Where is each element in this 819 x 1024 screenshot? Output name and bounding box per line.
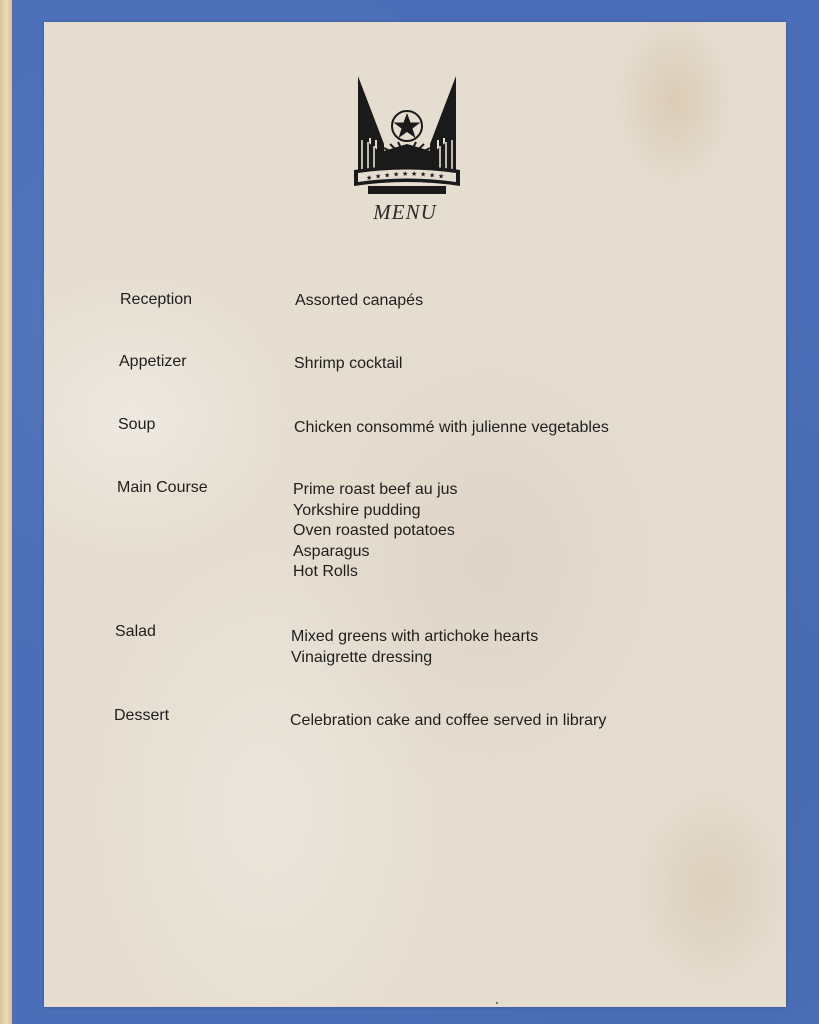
svg-text:★: ★ — [420, 170, 427, 179]
course-label-reception: Reception — [120, 291, 193, 308]
svg-text:★: ★ — [393, 170, 400, 179]
course-items-reception — [295, 291, 423, 312]
svg-text:★: ★ — [429, 171, 436, 180]
menu-item: Yorkshire pudding — [293, 501, 421, 519]
svg-text:★: ★ — [366, 174, 373, 182]
menu-item: Oven roasted potatoes — [293, 522, 455, 539]
menu-item: Assorted canapés — [295, 292, 424, 309]
menu-item: Chicken consommé with julienne vegetables — [294, 419, 609, 436]
menu-item: Hot Rolls — [293, 563, 358, 580]
course-label-soup: Soup — [118, 416, 156, 433]
menu-item: Shrimp cocktail — [294, 355, 403, 372]
course-items-dessert — [290, 711, 606, 732]
svg-text:★: ★ — [384, 171, 391, 180]
svg-text:★: ★ — [402, 170, 409, 178]
course-label-salad: Salad — [115, 623, 156, 640]
menu-title: MENU — [373, 200, 437, 224]
menu-item: Mixed greens with artichoke hearts — [291, 628, 539, 645]
course-items-salad — [291, 627, 538, 668]
menu-item: Asparagus — [293, 542, 370, 560]
eagle-wings-star-banner-icon — [354, 74, 460, 196]
paper-speck — [496, 1002, 498, 1004]
course-items-soup — [294, 418, 609, 439]
course-items-appetizer — [294, 354, 402, 375]
svg-text:★: ★ — [375, 172, 382, 181]
course-label-dessert: Dessert — [114, 707, 170, 724]
course-label-appetizer: Appetizer — [119, 353, 187, 370]
svg-text:★: ★ — [438, 172, 445, 181]
menu-item: Vinaigrette dressing — [291, 648, 433, 666]
menu-item: Prime roast beef au jus — [293, 481, 458, 498]
menu-item: Celebration cake and coffee served in library — [290, 712, 607, 729]
svg-text:★: ★ — [411, 170, 418, 178]
course-items-main-course — [293, 480, 458, 583]
course-label-main-course: Main Course — [117, 479, 208, 496]
